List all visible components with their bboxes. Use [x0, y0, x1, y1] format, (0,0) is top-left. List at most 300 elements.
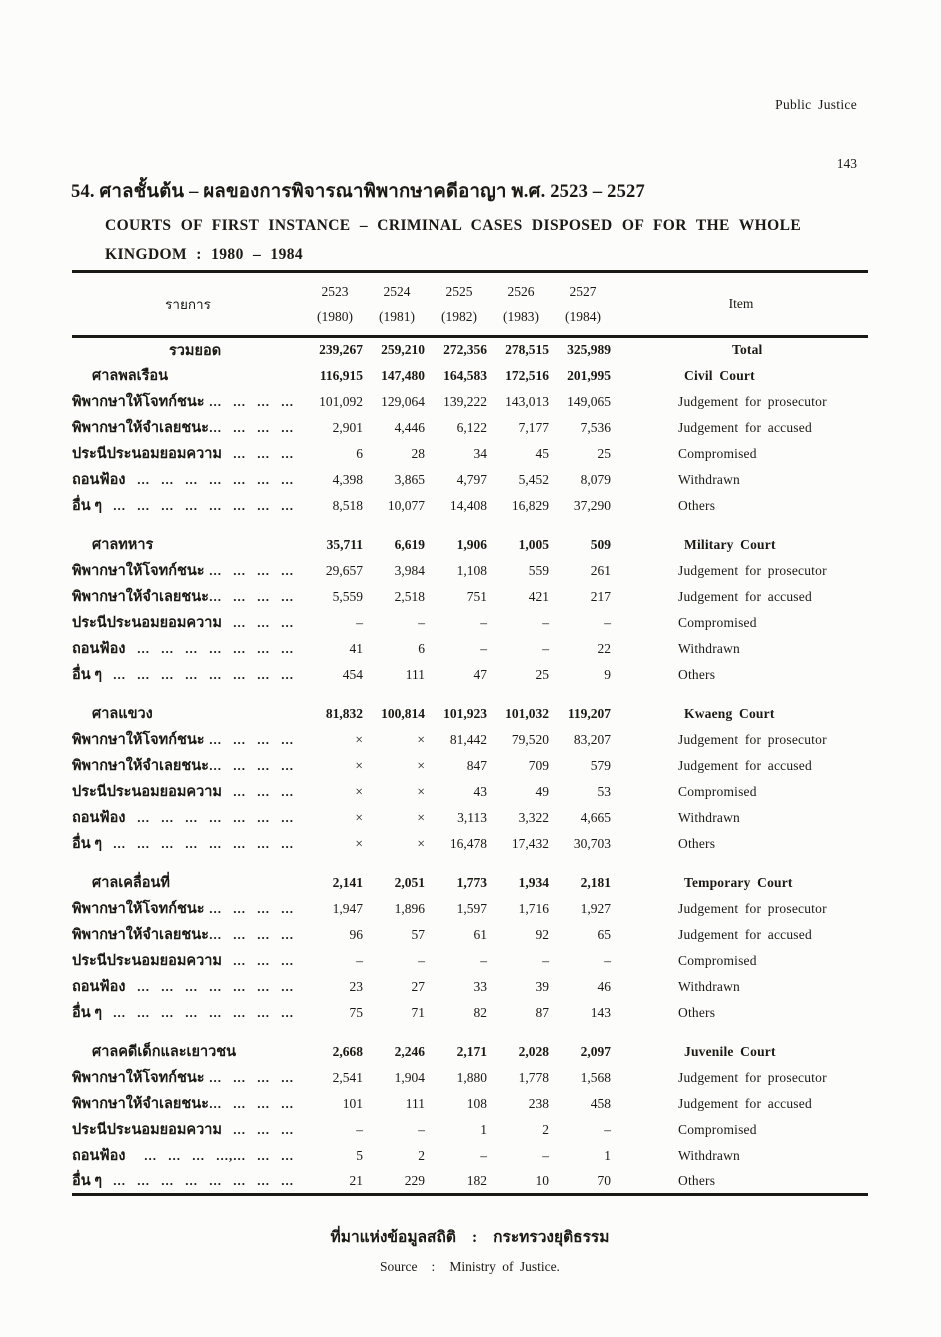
- cell-value: 3,113: [457, 809, 487, 825]
- running-head: Public Justice: [775, 97, 857, 112]
- cell-value: –: [604, 1121, 611, 1137]
- cell-value: –: [418, 952, 425, 968]
- cell-value: 34: [473, 445, 487, 461]
- cell-value: 5,452: [518, 471, 549, 487]
- cell-value: 509: [590, 536, 611, 552]
- table-row: [72, 337, 868, 363]
- dot-leaders: ... ... ... ...: [209, 758, 294, 773]
- dot-leaders: ... ... ... ...: [209, 1070, 294, 1085]
- row-label-english: Kwaeng Court: [684, 705, 775, 721]
- statistics-table: [72, 270, 868, 1196]
- row-label-thai-cell: [72, 831, 304, 857]
- row-label-english: Compromised: [678, 1121, 757, 1137]
- cell-value: 239,267: [319, 342, 363, 358]
- cell-value: 21: [349, 1172, 363, 1188]
- row-label-thai: [72, 1066, 304, 1089]
- cell-value: ×: [355, 835, 363, 851]
- dot-leaders: ... ... ...: [233, 446, 294, 461]
- cell-value: 47: [473, 666, 487, 682]
- cell-value: 45: [535, 445, 549, 461]
- cell-value: 46: [597, 978, 611, 994]
- row-label-thai: [72, 1092, 304, 1115]
- cell-value: 27: [411, 978, 425, 994]
- row-label-thai-cell: [72, 753, 304, 779]
- source-label-thai: ที่มาแห่งข้อมูลสถิติ: [330, 1229, 456, 1246]
- dot-leaders: ... ... ... ...: [209, 563, 294, 578]
- cell-value: 421: [528, 588, 549, 604]
- source-separator: :: [471, 1229, 478, 1246]
- column-header-item: Item: [614, 272, 868, 337]
- row-label-thai: [72, 949, 304, 972]
- table-row: [72, 922, 868, 948]
- thai-label: รวมยอด: [169, 342, 222, 359]
- thai-label: ศาลแขวง: [92, 706, 153, 722]
- cell-value: 75: [349, 1004, 363, 1020]
- cell-value: –: [604, 614, 611, 630]
- row-label-thai-cell: [72, 805, 304, 831]
- dot-leaders: ... ... ...: [233, 615, 294, 630]
- table-row: [72, 753, 868, 779]
- column-header-year-4: [490, 272, 552, 337]
- row-label-thai: [72, 663, 304, 686]
- dot-leaders: ... ... ... ... ... ... ... ...: [113, 1173, 294, 1189]
- cell-value: ×: [355, 809, 363, 825]
- thai-label: พิพากษาให้จำเลยชนะ: [72, 927, 209, 943]
- cell-value: 1,880: [456, 1069, 487, 1085]
- table-row: [72, 1169, 868, 1195]
- row-label-thai-cell: [72, 974, 304, 1000]
- cell-value: 143: [590, 1004, 611, 1020]
- cell-value: 23: [349, 978, 363, 994]
- cell-value: 83,207: [573, 731, 611, 747]
- cell-value: 261: [590, 562, 611, 578]
- row-label-english: Others: [678, 1172, 716, 1188]
- row-label-english: Judgement for prosecutor: [678, 562, 827, 578]
- year-be: 2525: [445, 284, 473, 299]
- cell-value: 37,290: [573, 497, 611, 513]
- cell-value: 129,064: [381, 393, 425, 409]
- table-row: [72, 441, 868, 467]
- row-label-thai-cell: [72, 727, 304, 753]
- cell-value: ×: [417, 757, 425, 773]
- cell-value: ×: [417, 809, 425, 825]
- row-label-english: Judgement for prosecutor: [678, 393, 827, 409]
- cell-value: 2,541: [332, 1069, 363, 1085]
- cell-value: 709: [528, 757, 549, 773]
- cell-value: 10: [535, 1172, 549, 1188]
- cell-value: 82: [473, 1004, 487, 1020]
- cell-value: 1: [480, 1121, 487, 1137]
- row-label-english: Compromised: [678, 445, 757, 461]
- cell-value: ×: [417, 731, 425, 747]
- thai-label: ประนีประนอมยอมความ: [72, 615, 222, 631]
- dot-leaders: ... ... ... ...: [209, 589, 294, 604]
- dot-leaders: ... ... ... ...: [209, 901, 294, 916]
- cell-value: 17,432: [511, 835, 549, 851]
- row-label-thai-cell: [72, 493, 304, 519]
- cell-value: 1,568: [580, 1069, 611, 1085]
- cell-value: 29,657: [325, 562, 363, 578]
- dot-leaders: ... ... ... ... ... ... ...: [137, 810, 294, 825]
- row-label-thai: [72, 494, 304, 517]
- table-title-thai: 54. ศาลชั้นต้น – ผลของการพิจารณาพิพากษาคดีอาญา พ.ศ. 2523 – 2527: [71, 182, 645, 202]
- cell-value: –: [480, 640, 487, 656]
- row-label-thai: [72, 832, 304, 855]
- thai-label: ถอนฟ้อง: [72, 810, 126, 826]
- row-label-thai: [72, 923, 304, 946]
- row-label-thai-cell: [72, 389, 304, 415]
- cell-value: 61: [473, 926, 487, 942]
- dot-leaders: ... ... ... ...: [209, 732, 294, 747]
- thai-label: พิพากษาให้จำเลยชนะ: [72, 758, 209, 774]
- source-label-english: Source: [380, 1259, 418, 1274]
- row-label-english: Judgement for accused: [678, 1095, 812, 1111]
- year-be: 2526: [507, 284, 535, 299]
- table-row: [72, 363, 868, 389]
- table-row: [72, 1091, 868, 1117]
- cell-value: 1: [604, 1147, 611, 1163]
- row-label-thai: [72, 533, 304, 556]
- row-label-thai: [72, 780, 304, 803]
- cell-value: 143,013: [505, 393, 549, 409]
- cell-value: 1,005: [518, 536, 549, 552]
- dot-leaders: ... ... ... ... ... ... ... ...: [113, 836, 294, 851]
- row-label-thai-cell: [72, 779, 304, 805]
- cell-value: –: [418, 1121, 425, 1137]
- row-label-english: Compromised: [678, 783, 757, 799]
- cell-value: –: [356, 1121, 363, 1137]
- source-separator: :: [431, 1259, 436, 1274]
- table-row: [72, 896, 868, 922]
- row-label-thai: [72, 442, 304, 465]
- cell-value: 3,322: [518, 809, 549, 825]
- cell-value: 2,518: [394, 588, 425, 604]
- row-label-thai-cell: [72, 662, 304, 688]
- row-label-english: Withdrawn: [678, 978, 740, 994]
- source-line-thai: [72, 1224, 868, 1249]
- cell-value: 579: [590, 757, 611, 773]
- cell-value: 6: [356, 445, 363, 461]
- row-label-thai-cell: [72, 636, 304, 662]
- row-label-thai-cell: [72, 558, 304, 584]
- table-row: [72, 701, 868, 727]
- row-label-thai-cell: [72, 1169, 304, 1195]
- dot-leaders: ... ... ...: [233, 953, 294, 968]
- row-label-english: Withdrawn: [678, 640, 740, 656]
- dot-leaders: ... ... ... ... ... ... ... ...: [113, 667, 294, 682]
- thai-label: ถอนฟ้อง: [72, 472, 126, 488]
- table-row: [72, 415, 868, 441]
- row-label-english: Temporary Court: [684, 874, 793, 890]
- cell-value: 101: [342, 1095, 363, 1111]
- dot-leaders: ... ... ... ...: [209, 1096, 294, 1111]
- cell-value: 35,711: [326, 536, 363, 552]
- cell-value: 2: [542, 1121, 549, 1137]
- cell-value: 1,597: [456, 900, 487, 916]
- section-gap: [72, 688, 868, 701]
- cell-value: –: [480, 614, 487, 630]
- row-label-english: Withdrawn: [678, 471, 740, 487]
- dot-leaders: ... ... ... ... ... ... ...: [137, 979, 294, 994]
- thai-label: พิพากษาให้โจทก์ชนะ: [72, 563, 205, 579]
- row-label-thai: [72, 416, 304, 439]
- row-label-thai: [72, 390, 304, 413]
- cell-value: 1,927: [580, 900, 611, 916]
- cell-value: 41: [349, 640, 363, 656]
- table-row: [72, 493, 868, 519]
- cell-value: 30,703: [573, 835, 611, 851]
- table-row: [72, 1143, 868, 1169]
- title-english-line1: COURTS OF FIRST INSTANCE – CRIMINAL CASES DISPOSED OF FOR THE WHOLE: [105, 217, 802, 234]
- source-line-english: [72, 1259, 868, 1275]
- cell-value: 6: [418, 640, 425, 656]
- row-label-english: Others: [678, 497, 716, 513]
- cell-value: 229: [404, 1172, 425, 1188]
- row-label-thai: [72, 611, 304, 634]
- cell-value: –: [542, 640, 549, 656]
- table-row: [72, 636, 868, 662]
- cell-value: 16,478: [449, 835, 487, 851]
- title-english-line2: KINGDOM : 1980 – 1984: [105, 246, 304, 263]
- row-label-thai-cell: [72, 701, 304, 727]
- thai-label: ประนีประนอมยอมความ: [72, 446, 222, 462]
- page-number: 143: [836, 156, 857, 171]
- row-label-thai: [72, 585, 304, 608]
- table-row: [72, 831, 868, 857]
- section-gap: [72, 519, 868, 532]
- cell-value: 111: [405, 1095, 425, 1111]
- row-label-thai: [72, 975, 304, 998]
- cell-value: 25: [597, 445, 611, 461]
- table-row: [72, 558, 868, 584]
- row-label-thai-cell: [72, 922, 304, 948]
- row-label-english: Judgement for prosecutor: [678, 1069, 827, 1085]
- cell-value: –: [418, 614, 425, 630]
- cell-value: –: [604, 952, 611, 968]
- year-ad: (1982): [441, 309, 477, 324]
- thai-label: อื่น ๆ: [72, 498, 103, 514]
- thai-label: อื่น ๆ: [72, 1005, 103, 1021]
- table-row: [72, 584, 868, 610]
- cell-value: 81,832: [325, 705, 363, 721]
- dot-leaders: ... ... ... ... ... ... ...: [137, 641, 294, 656]
- row-label-thai: [72, 339, 304, 362]
- cell-value: 101,032: [505, 705, 549, 721]
- cell-value: 28: [411, 445, 425, 461]
- cell-value: 7,177: [518, 419, 549, 435]
- cell-value: 751: [466, 588, 487, 604]
- cell-value: 79,520: [511, 731, 549, 747]
- table-row: [72, 532, 868, 558]
- table-row: [72, 662, 868, 688]
- table-row: [72, 1117, 868, 1143]
- column-header-year-5: [552, 272, 614, 337]
- cell-value: 182: [466, 1172, 487, 1188]
- cell-value: 149,065: [567, 393, 611, 409]
- table-row: [72, 389, 868, 415]
- dot-leaders: ... ... ...: [233, 784, 294, 799]
- cell-value: 5: [356, 1147, 363, 1163]
- row-label-thai-cell: [72, 1000, 304, 1026]
- cell-value: 119,207: [567, 705, 611, 721]
- table-row: [72, 1039, 868, 1065]
- section-gap: [72, 1026, 868, 1039]
- row-label-thai-cell: [72, 363, 304, 389]
- cell-value: 16,829: [511, 497, 549, 513]
- cell-value: 70: [597, 1172, 611, 1188]
- table-row: [72, 610, 868, 636]
- cell-value: 111: [405, 666, 425, 682]
- cell-value: –: [542, 1147, 549, 1163]
- row-label-thai: [72, 637, 304, 660]
- row-label-english: Judgement for prosecutor: [678, 731, 827, 747]
- cell-value: 2: [418, 1147, 425, 1163]
- cell-value: 217: [590, 588, 611, 604]
- cell-value: ×: [355, 783, 363, 799]
- row-label-thai-cell: [72, 1117, 304, 1143]
- thai-label: ประนีประนอมยอมความ: [72, 784, 222, 800]
- row-label-english: Others: [678, 1004, 716, 1020]
- row-label-thai: [72, 559, 304, 582]
- cell-value: 108: [466, 1095, 487, 1111]
- cell-value: –: [480, 1147, 487, 1163]
- cell-value: 238: [528, 1095, 549, 1111]
- cell-value: 22: [597, 640, 611, 656]
- cell-value: 39: [535, 978, 549, 994]
- row-label-thai-cell: [72, 948, 304, 974]
- cell-value: 101,092: [319, 393, 363, 409]
- cell-value: 49: [535, 783, 549, 799]
- cell-value: 2,246: [394, 1043, 425, 1059]
- row-label-thai: [72, 1001, 304, 1024]
- row-label-english: Total: [732, 342, 763, 358]
- cell-value: 559: [528, 562, 549, 578]
- thai-label: ศาลพลเรือน: [92, 368, 169, 384]
- cell-value: 1,108: [456, 562, 487, 578]
- table-row: [72, 467, 868, 493]
- row-label-thai: [72, 897, 304, 920]
- cell-value: 278,515: [505, 342, 549, 358]
- row-label-english: Judgement for accused: [678, 419, 812, 435]
- year-be: 2524: [383, 284, 411, 299]
- cell-value: 53: [597, 783, 611, 799]
- row-label-thai: [72, 754, 304, 777]
- row-label-thai: [72, 1144, 304, 1167]
- thai-label: ถอนฟ้อง: [72, 979, 126, 995]
- row-label-thai-cell: [72, 896, 304, 922]
- thai-label: ประนีประนอมยอมความ: [72, 1122, 222, 1138]
- source-value-thai: กระทรวงยุติธรรม: [493, 1229, 610, 1246]
- cell-value: 14,408: [449, 497, 487, 513]
- row-label-thai-cell: [72, 870, 304, 896]
- dot-leaders: ... ... ... ... ... ... ... ...: [113, 498, 294, 513]
- cell-value: 116,915: [319, 367, 363, 383]
- cell-value: 1,896: [394, 900, 425, 916]
- table-header-row: [72, 272, 868, 337]
- section-gap: [72, 857, 868, 870]
- cell-value: 87: [535, 1004, 549, 1020]
- row-label-thai: [72, 702, 304, 725]
- cell-value: 2,171: [456, 1043, 487, 1059]
- dot-leaders: ... ... ... ... ... ... ... ...: [113, 1005, 294, 1020]
- row-label-thai-cell: [72, 1091, 304, 1117]
- cell-value: 2,668: [332, 1043, 363, 1059]
- cell-value: 7,536: [580, 419, 611, 435]
- row-label-english: Judgement for prosecutor: [678, 900, 827, 916]
- dot-leaders: ... ... ... ...: [209, 927, 294, 942]
- cell-value: 259,210: [381, 342, 425, 358]
- column-header-year-1: [304, 272, 366, 337]
- cell-value: 272,356: [443, 342, 487, 358]
- table-row: [72, 727, 868, 753]
- cell-value: 101,923: [443, 705, 487, 721]
- cell-value: 847: [466, 757, 487, 773]
- thai-label: อื่น ๆ: [72, 1173, 103, 1190]
- cell-value: 81,442: [449, 731, 487, 747]
- year-ad: (1980): [317, 309, 353, 324]
- year-ad: (1984): [565, 309, 601, 324]
- table-title-english: [105, 211, 875, 269]
- cell-value: 9: [604, 666, 611, 682]
- cell-value: 3,865: [394, 471, 425, 487]
- thai-label: พิพากษาให้จำเลยชนะ: [72, 589, 209, 605]
- table-row: [72, 948, 868, 974]
- cell-value: 6,619: [394, 536, 425, 552]
- thai-label: ศาลทหาร: [92, 537, 154, 553]
- cell-value: –: [542, 614, 549, 630]
- cell-value: –: [356, 952, 363, 968]
- year-be: 2527: [569, 284, 597, 299]
- cell-value: 164,583: [443, 367, 487, 383]
- cell-value: 1,947: [332, 900, 363, 916]
- cell-value: 1,716: [518, 900, 549, 916]
- dot-leaders: ... ... ... ... ... ... ...: [137, 472, 294, 487]
- thai-label: พิพากษาให้โจทก์ชนะ: [72, 732, 205, 748]
- column-header-thai: รายการ: [72, 272, 304, 337]
- row-label-thai: [72, 1118, 304, 1141]
- dot-leaders: ... ... ... ...,... ... ...: [144, 1148, 294, 1163]
- row-label-thai: [72, 468, 304, 491]
- thai-label: พิพากษาให้โจทก์ชนะ: [72, 394, 205, 410]
- cell-value: 3,984: [394, 562, 425, 578]
- cell-value: 1,934: [518, 874, 549, 890]
- cell-value: 2,141: [332, 874, 363, 890]
- cell-value: ×: [417, 783, 425, 799]
- cell-value: 325,989: [567, 342, 611, 358]
- row-label-thai-cell: [72, 337, 304, 363]
- row-label-thai: [72, 1040, 304, 1063]
- cell-value: ×: [355, 757, 363, 773]
- thai-label: ศาลเคลื่อนที่: [92, 875, 170, 891]
- row-label-english: Others: [678, 666, 716, 682]
- row-label-thai-cell: [72, 532, 304, 558]
- thai-label: ประนีประนอมยอมความ: [72, 953, 222, 969]
- cell-value: 5,559: [332, 588, 363, 604]
- row-label-thai: [72, 728, 304, 751]
- cell-value: 4,797: [456, 471, 487, 487]
- row-label-thai: [72, 1169, 304, 1192]
- cell-value: 4,446: [394, 419, 425, 435]
- row-label-thai: [72, 806, 304, 829]
- year-be: 2523: [321, 284, 349, 299]
- thai-label: ศาลคดีเด็กและเยาวชน: [92, 1044, 237, 1060]
- cell-value: 139,222: [443, 393, 487, 409]
- cell-value: 2,181: [580, 874, 611, 890]
- row-label-thai: [72, 364, 304, 387]
- dot-leaders: ... ... ...: [233, 1122, 294, 1137]
- cell-value: 201,995: [567, 367, 611, 383]
- thai-label: ถอนฟ้อง: [72, 1148, 126, 1164]
